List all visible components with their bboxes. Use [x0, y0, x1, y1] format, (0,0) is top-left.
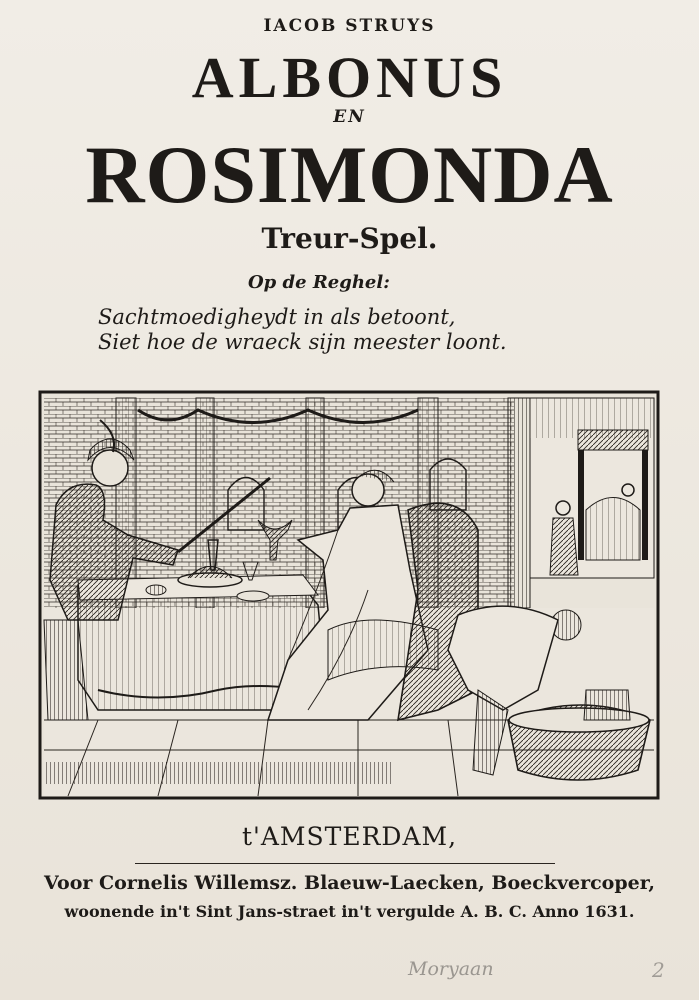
pencil-number: 2 — [652, 958, 665, 982]
subtitle: Treur-Spel. — [261, 222, 438, 255]
motto-line-2: Siet hoe de wraeck sijn meester loont. — [98, 330, 507, 354]
author-name: IACOB STRUYS — [263, 16, 436, 36]
imprint-city: t'AMSTERDAM, — [241, 822, 458, 851]
banquet-scene-image — [38, 390, 660, 800]
engraving-illustration — [38, 390, 660, 800]
imprint-line-1: Voor Cornelis Willemsz. Blaeuw-Laecken, Boeckvercoper, — [44, 872, 655, 894]
imprint-line-2: woonende in't Sint Jans-straet in't vergulde A. B. C. Anno 1631. — [64, 902, 635, 921]
title-rosimonda: ROSIMONDA — [85, 129, 614, 220]
motto-heading: Op de Reghel: — [248, 272, 390, 293]
motto-line-1: Sachtmoedigheydt in als betoont, — [98, 305, 456, 329]
pencil-signature: Moryaan — [408, 958, 494, 980]
title-albonus: ALBONUS — [191, 45, 508, 110]
imprint-rule — [135, 863, 555, 864]
title-conjunction: EN — [333, 107, 366, 127]
